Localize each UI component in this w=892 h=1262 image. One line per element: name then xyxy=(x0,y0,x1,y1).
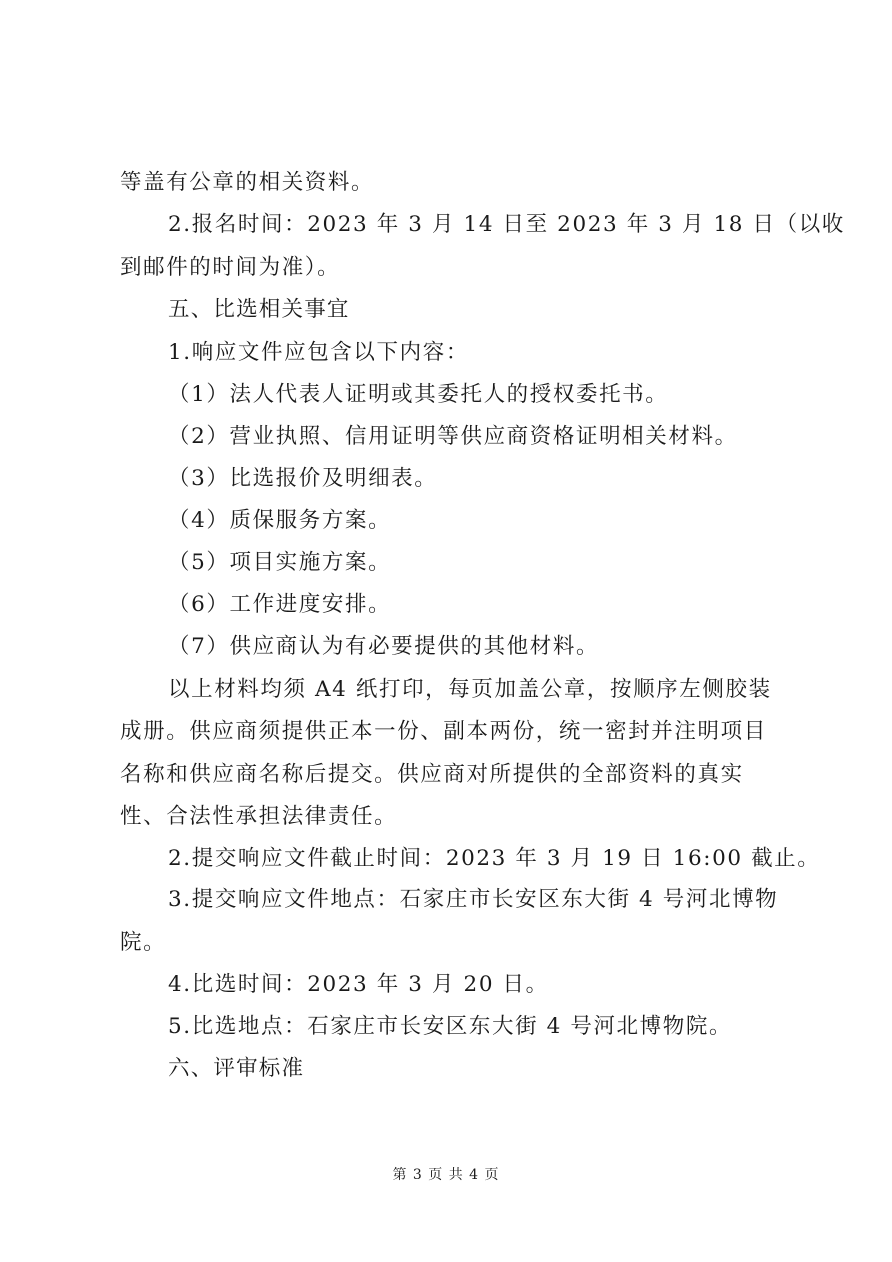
section-heading: 五、比选相关事宜 xyxy=(168,297,350,322)
paragraph-line: 到邮件的时间为准）。 xyxy=(120,255,341,280)
list-item: （2）营业执照、信用证明等供应商资格证明相关材料。 xyxy=(168,424,738,449)
paragraph-line: 2.报名时间：2023 年 3 月 14 日至 2023 年 3 月 18 日（以收 xyxy=(168,212,845,237)
list-item: （5）项目实施方案。 xyxy=(168,550,392,575)
list-item: （3）比选报价及明细表。 xyxy=(168,466,438,491)
paragraph-line: 名称和供应商名称后提交。供应商对所提供的全部资料的真实 xyxy=(120,762,744,787)
list-item: （4）质保服务方案。 xyxy=(168,508,392,533)
list-item: （7）供应商认为有必要提供的其他材料。 xyxy=(168,634,600,659)
paragraph-line: 性、合法性承担法律责任。 xyxy=(120,804,398,829)
paragraph-line: 1.响应文件应包含以下内容： xyxy=(168,340,469,365)
paragraph-line: 成册。供应商须提供正本一份、副本两份，统一密封并注明项目 xyxy=(120,719,767,744)
paragraph-line: 等盖有公章的相关资料。 xyxy=(120,170,375,195)
list-item: （6）工作进度安排。 xyxy=(168,592,392,617)
list-item: （1）法人代表人证明或其委托人的授权委托书。 xyxy=(168,382,669,407)
paragraph-line: 3.提交响应文件地点：石家庄市长安区东大街 4 号河北博物 xyxy=(168,887,779,912)
section-heading: 六、评审标准 xyxy=(168,1056,305,1081)
paragraph-line: 院。 xyxy=(120,930,167,955)
paragraph-line: 5.比选地点：石家庄市长安区东大街 4 号河北博物院。 xyxy=(168,1014,733,1039)
paragraph-line: 2.提交响应文件截止时间：2023 年 3 月 19 日 16:00 截止。 xyxy=(168,846,821,871)
page-number-footer: 第 3 页 共 4 页 xyxy=(392,1167,500,1183)
paragraph-line: 4.比选时间：2023 年 3 月 20 日。 xyxy=(168,972,549,997)
paragraph-line: 以上材料均须 A4 纸打印，每页加盖公章，按顺序左侧胶装 xyxy=(168,677,772,702)
